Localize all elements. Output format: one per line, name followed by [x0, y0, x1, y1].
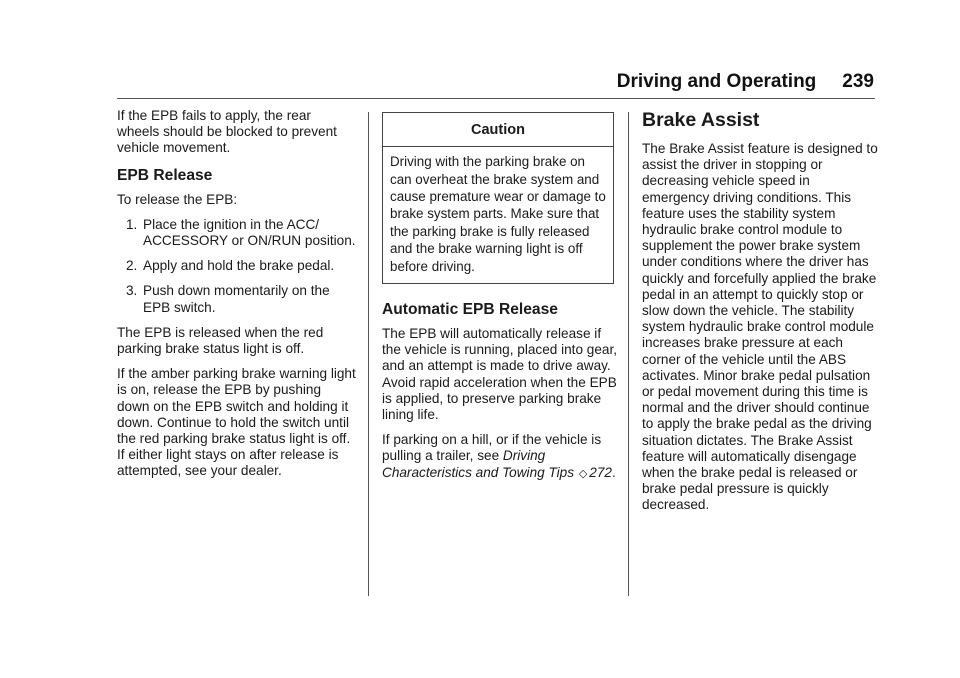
section-title: Driving and Operating [616, 71, 817, 92]
column-divider-2 [628, 112, 629, 596]
epb-release-lead: To release the EPB: [117, 191, 238, 207]
automatic-release-paragraph: The EPB will automatically release if the vehicle is running, placed into gear, and an attempt is made to drive away. Avoid rapid acceleration when the EPB is applied, to preserve parking brake lining life. [382, 326, 618, 423]
automatic-epb-release-heading: Automatic EPB Release [382, 301, 558, 319]
page-header [617, 71, 874, 93]
caution-box [382, 112, 614, 284]
header-rule [117, 98, 875, 99]
epb-release-heading: EPB Release [117, 166, 213, 184]
list-item: 2. Apply and hold the brake pedal. [126, 258, 335, 274]
brake-assist-paragraph: The Brake Assist feature is designed to assist the driver in stopping or decreasing vehicle speed in emergency driving conditions. This feature uses the stability system hydraulic brake control module to supplement the power brake system under conditions where the driver has quickly and forcefully applied the brake pedal in an attempt to quickly stop or slow down the vehicle. The stability system hydraulic brake control module increases brake pressure at each corner of the vehicle until the ABS activates. Minor brake pedal pulsation or pedal movement during this time is normal and the driver should continue to apply the brake pedal as the driving situation dictates. The Brake Assist feature will automatically disengage when the brake pedal is released or brake pedal pressure is quickly decreased. [642, 141, 878, 513]
page-number: 239 [842, 71, 874, 92]
column-2 [382, 108, 620, 491]
epb-fail-paragraph: If the EPB fails to apply, the rear wheels should be blocked to prevent vehicle movement. [117, 108, 337, 156]
list-item: 3. Push down momentarily on the EPB switch. [126, 283, 330, 315]
brake-assist-heading: Brake Assist [642, 109, 760, 131]
release-steps [117, 217, 357, 316]
column-1 [117, 108, 357, 489]
hill-paragraph: If parking on a hill, or if the vehicle is pulling a trailer, see Driving Characteristics and Towing Tips ◇ 272. [382, 432, 616, 480]
page-ref-icon: ◇ [578, 467, 588, 480]
column-divider-1 [368, 112, 369, 596]
caution-body: Driving with the parking brake on can overheat the brake system and cause premature wear or damage to brake system parts. Make sure that the parking brake is fully released and the brake warning light is off before driving. [390, 154, 606, 274]
column-3 [642, 108, 878, 523]
caution-title: Caution [383, 113, 613, 147]
epb-released-paragraph: The EPB is released when the red parking brake status light is off. [117, 324, 324, 357]
reference-page[interactable]: 272 [589, 464, 612, 480]
list-item: 1. Place the ignition in the ACC/ ACCESSORY or ON/RUN position. [126, 216, 356, 249]
amber-warning-paragraph: If the amber parking brake warning light is on, release the EPB by pushing down on the EPB switch and holding it down. Continue to hold the switch until the red parking brake status light is off. If either light stays on after release is attempted, see your dealer. [117, 366, 356, 479]
towing-tips-link[interactable]: Driving Characteristics and Towing Tips [382, 448, 575, 480]
